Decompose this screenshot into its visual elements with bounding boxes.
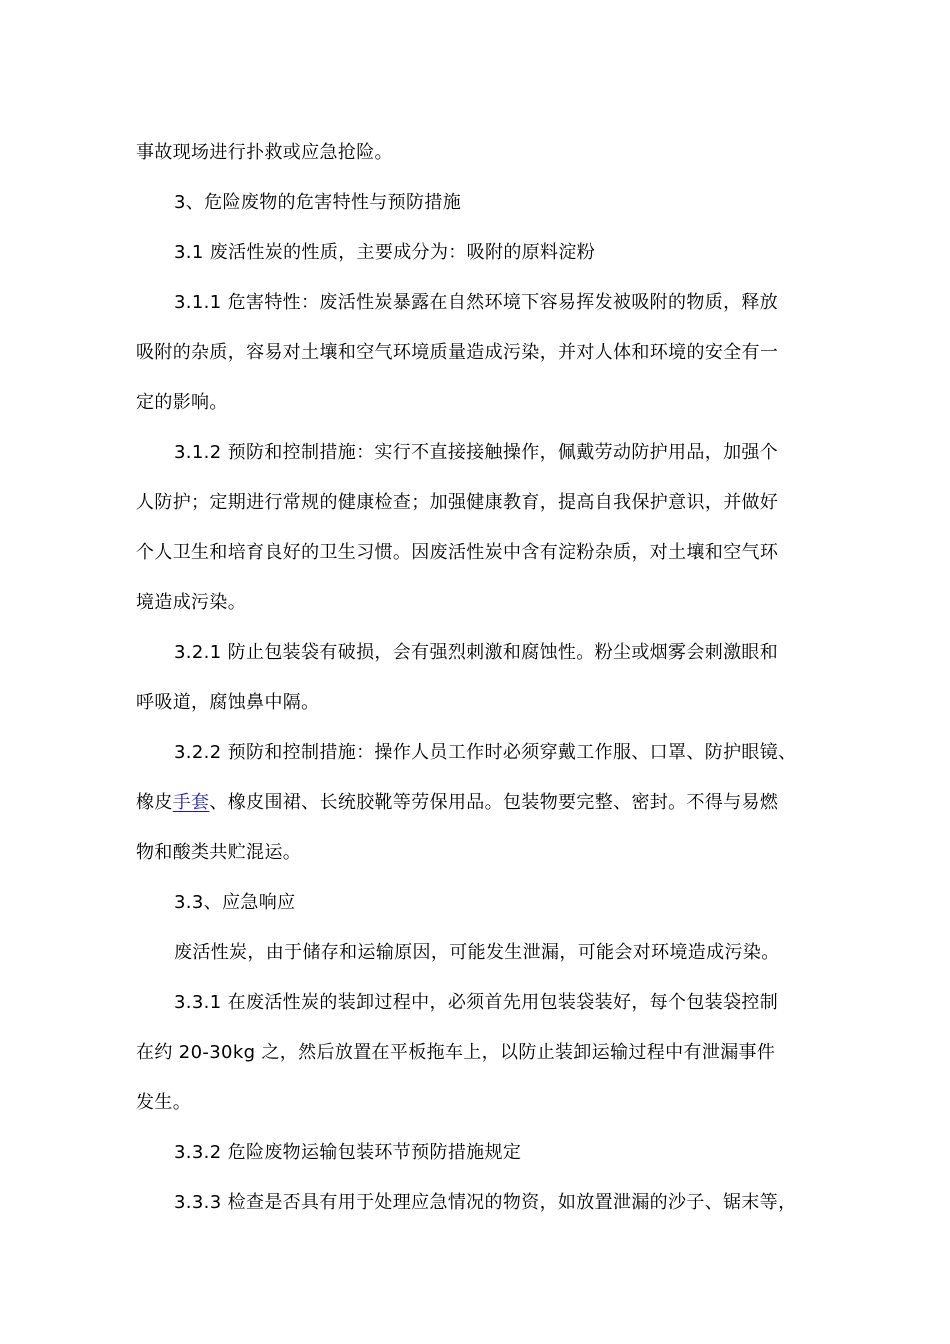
paragraph-line: 物和酸类共贮混运。 (136, 842, 302, 863)
subsection-heading: 3.1 废活性炭的性质，主要成分为：吸附的原料淀粉 (174, 242, 596, 263)
paragraph-line: 3.3.3 检查是否具有用于处理应急情况的物资，如放置泄漏的沙子、锯末等， (174, 1192, 797, 1213)
paragraph-line: 3.2.2 预防和控制措施：操作人员工作时必须穿戴工作服、口罩、防护眼镜、 (174, 742, 797, 763)
paragraph-line: 发生。 (136, 1092, 192, 1113)
paragraph-line: 3.2.1 防止包装袋有破损，会有强烈刺激和腐蚀性。粉尘或烟雾会刺激眼和 (174, 642, 779, 663)
paragraph-line-with-link (136, 778, 828, 828)
section-heading: 3、危险废物的危害特性与预防措施 (174, 192, 462, 213)
paragraph-line: 废活性炭，由于储存和运输原因，可能发生泄漏，可能会对环境造成污染。 (174, 942, 780, 963)
subsection-heading: 3.3.2 危险废物运输包装环节预防措施规定 (174, 1142, 522, 1163)
paragraph-line: 3.3.1 在废活性炭的装卸过程中，必须首先用包装袋装好，每个包装袋控制 (174, 992, 779, 1013)
text-line: 事故现场进行扑救或应急抢险。 (136, 142, 393, 163)
paragraph-line: 3.1.1 危害特性：废活性炭暴露在自然环境下容易挥发被吸附的物质，释放 (174, 292, 779, 313)
paragraph-line: 定的影响。 (136, 392, 228, 413)
section-heading: 3.3、应急响应 (174, 892, 296, 913)
document-body (136, 128, 828, 1228)
paragraph-line: 个人卫生和培育良好的卫生习惯。因废活性炭中含有淀粉杂质，对土壤和空气环 (136, 542, 779, 563)
text-fragment: 、橡皮围裙、长统胶靴等劳保用品。包装物要完整、密封。不得与易燃 (209, 792, 779, 813)
paragraph-line: 呼吸道，腐蚀鼻中隔。 (136, 692, 320, 713)
paragraph-line: 境造成污染。 (136, 592, 247, 613)
text-fragment: 橡皮 (136, 792, 173, 813)
paragraph-line: 在约 20-30kg 之，然后放置在平板拖车上，以防止装卸运输过程中有泄漏事件 (136, 1042, 776, 1063)
paragraph-line: 吸附的杂质，容易对土壤和空气环境质量造成污染，并对人体和环境的安全有一 (136, 342, 779, 363)
paragraph-line: 3.1.2 预防和控制措施：实行不直接接触操作，佩戴劳动防护用品，加强个 (174, 442, 779, 463)
gloves-link[interactable]: 手套 (172, 792, 210, 813)
paragraph-line: 人防护；定期进行常规的健康检查；加强健康教育，提高自我保护意识，并做好 (136, 492, 779, 513)
